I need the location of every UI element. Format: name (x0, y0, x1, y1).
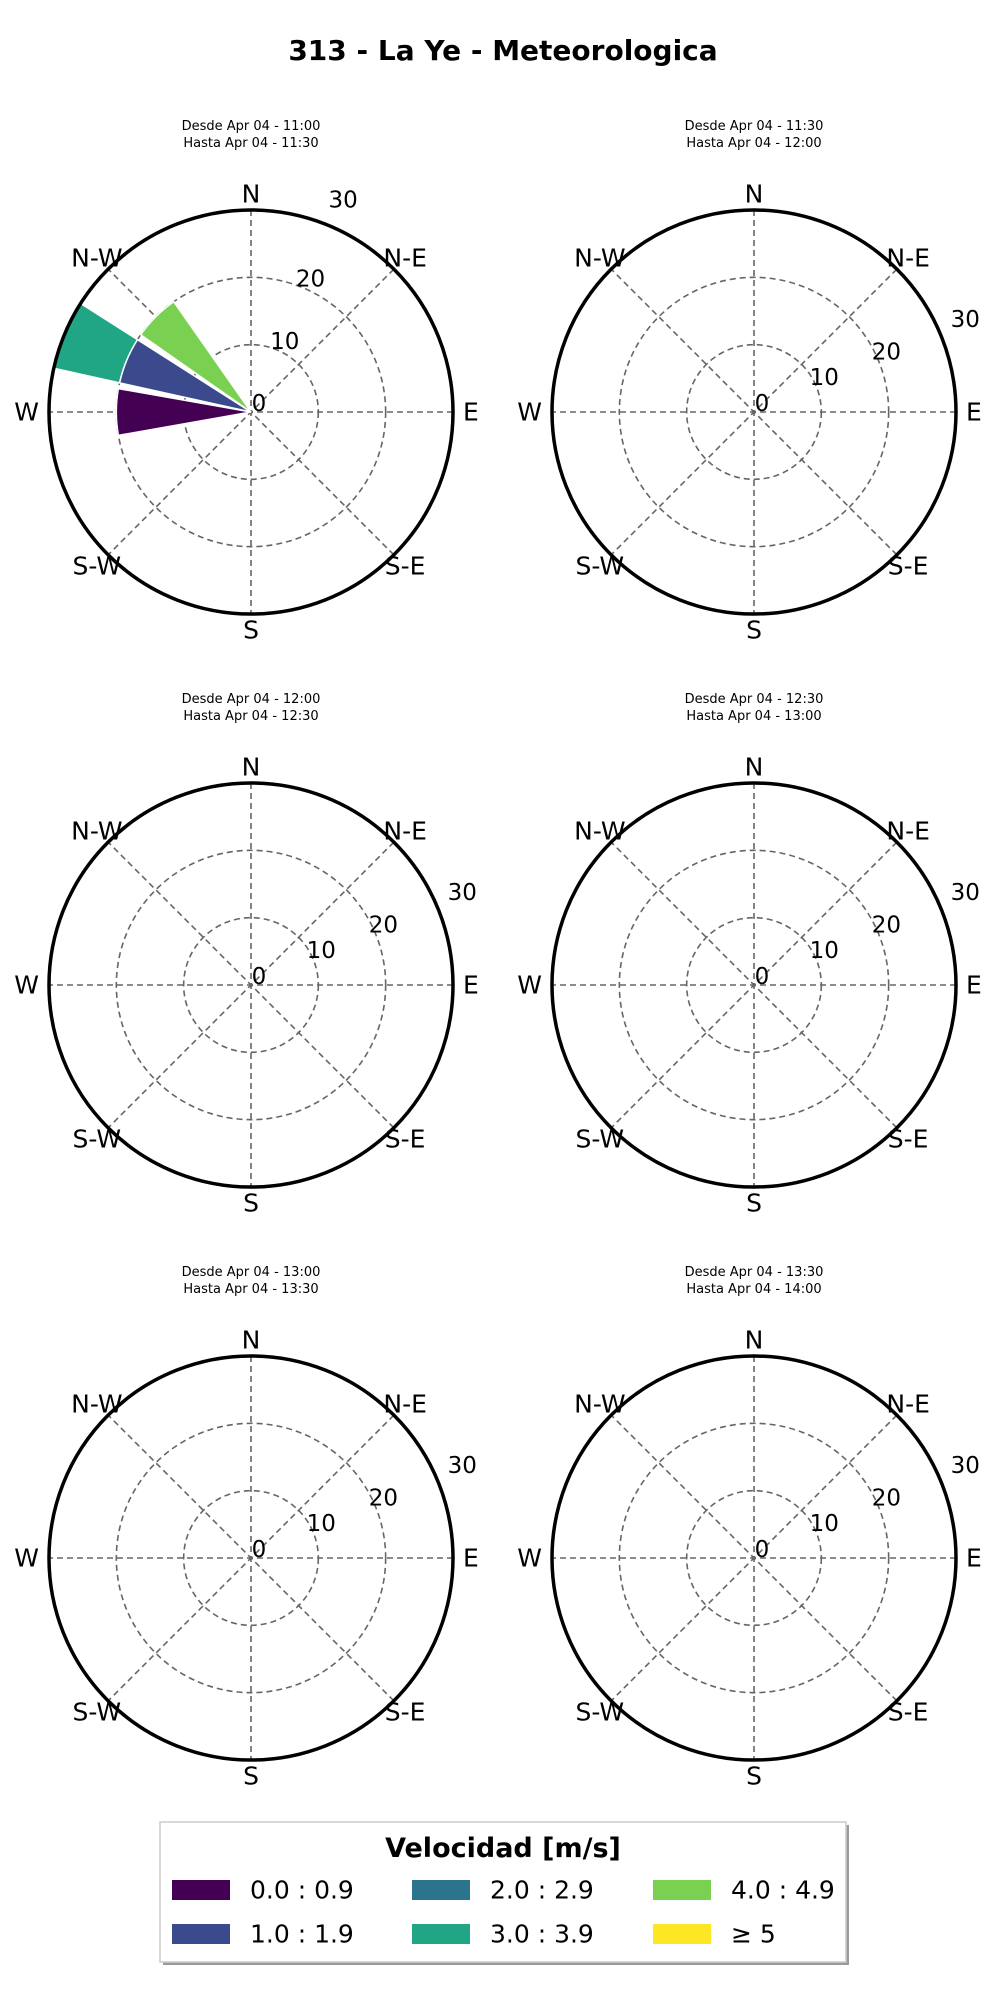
legend-label: 3.0 : 3.9 (490, 1919, 594, 1949)
direction-label: E (463, 397, 479, 427)
panel-subtitle-from: Desde Apr 04 - 12:30 (684, 692, 824, 707)
direction-label: S-W (575, 551, 625, 581)
windrose-panels (14, 119, 982, 1791)
legend-title: Velocidad [m/s] (385, 1833, 621, 1864)
windrose-panel (14, 1265, 479, 1791)
panel-subtitle-to: Hasta Apr 04 - 12:30 (183, 709, 319, 724)
direction-label: N-E (886, 1389, 930, 1419)
direction-label: N-E (886, 816, 930, 846)
direction-label: S-W (72, 1697, 122, 1727)
legend-label: 4.0 : 4.9 (731, 1875, 835, 1905)
radial-tick-label: 10 (809, 938, 839, 965)
windrose-panel (14, 119, 479, 645)
direction-label: S (243, 1761, 259, 1791)
direction-label: N (241, 1325, 261, 1355)
radial-tick-label: 10 (306, 1511, 336, 1538)
direction-label: N-E (383, 1389, 427, 1419)
panel-subtitle-to: Hasta Apr 04 - 14:00 (686, 1282, 822, 1297)
windrose-panel (517, 119, 982, 645)
radial-tick-label: 20 (871, 912, 902, 939)
direction-label: N-W (574, 816, 626, 846)
direction-label: N-E (886, 243, 930, 273)
panel-subtitle-to: Hasta Apr 04 - 13:30 (183, 1282, 319, 1297)
radial-tick-label: 20 (871, 339, 902, 366)
direction-label: N-E (383, 816, 427, 846)
panel-subtitle-from: Desde Apr 04 - 13:00 (181, 1265, 321, 1280)
direction-label: E (463, 970, 479, 1000)
direction-label: E (463, 1543, 479, 1573)
direction-label: S (243, 615, 259, 645)
direction-label: S-E (384, 1697, 426, 1727)
radial-tick-label: 20 (295, 266, 326, 293)
direction-label: S-W (72, 551, 122, 581)
panel-subtitle-from: Desde Apr 04 - 11:30 (684, 119, 824, 134)
direction-label: S-E (384, 1124, 426, 1154)
direction-label: N (744, 1325, 764, 1355)
panel-subtitle-from: Desde Apr 04 - 13:30 (684, 1265, 824, 1280)
radial-tick-label: 30 (950, 879, 980, 906)
direction-label: N (241, 179, 261, 209)
direction-label: N-W (574, 243, 626, 273)
radial-tick-label: 10 (809, 365, 839, 392)
direction-label: E (966, 397, 982, 427)
direction-label: N (744, 179, 764, 209)
direction-label: W (517, 970, 542, 1000)
direction-label: W (14, 397, 39, 427)
legend-label: 0.0 : 0.9 (250, 1875, 354, 1905)
legend-label: 2.0 : 2.9 (490, 1875, 594, 1905)
windrose-panel (517, 1265, 982, 1791)
radial-tick-label: 0 (754, 1537, 770, 1563)
radial-tick-label: 20 (368, 1485, 399, 1512)
legend-label: ≥ 5 (731, 1919, 776, 1949)
panel-subtitle-to: Hasta Apr 04 - 12:00 (686, 136, 822, 151)
legend-swatch (653, 1880, 711, 1900)
direction-label: N-W (71, 243, 123, 273)
legend-swatch (653, 1924, 711, 1944)
direction-label: N-E (383, 243, 427, 273)
windrose-panel (517, 692, 982, 1218)
radial-tick-label: 0 (251, 964, 267, 990)
radial-tick-label: 0 (754, 391, 770, 417)
direction-label: S (746, 1188, 762, 1218)
direction-label: S-W (72, 1124, 122, 1154)
direction-label: E (966, 1543, 982, 1573)
legend (160, 1822, 849, 1965)
direction-label: S-W (575, 1697, 625, 1727)
radial-tick-label: 30 (950, 1452, 980, 1479)
direction-label: W (517, 397, 542, 427)
radial-tick-label: 10 (270, 328, 300, 355)
direction-label: S-W (575, 1124, 625, 1154)
legend-label: 1.0 : 1.9 (250, 1919, 354, 1949)
direction-label: N-W (71, 1389, 123, 1419)
legend-swatch (172, 1880, 230, 1900)
direction-label: N-W (71, 816, 123, 846)
direction-label: S-E (887, 1124, 929, 1154)
direction-label: N (744, 752, 764, 782)
radial-tick-label: 0 (754, 964, 770, 990)
direction-label: S-E (384, 551, 426, 581)
legend-swatch (412, 1880, 470, 1900)
direction-label: S-E (887, 1697, 929, 1727)
radial-tick-label: 10 (809, 1511, 839, 1538)
direction-label: S (746, 1761, 762, 1791)
radial-tick-label: 10 (306, 938, 336, 965)
radial-tick-label: 20 (871, 1485, 902, 1512)
legend-swatch (412, 1924, 470, 1944)
panel-subtitle-to: Hasta Apr 04 - 11:30 (183, 136, 319, 151)
direction-label: N (241, 752, 261, 782)
radial-tick-label: 30 (447, 1452, 477, 1479)
windrose-panel (14, 692, 479, 1218)
panel-subtitle-from: Desde Apr 04 - 12:00 (181, 692, 321, 707)
direction-label: W (14, 1543, 39, 1573)
radial-tick-label: 30 (328, 187, 358, 214)
radial-tick-label: 0 (251, 391, 267, 417)
legend-swatch (172, 1924, 230, 1944)
direction-label: W (14, 970, 39, 1000)
radial-tick-label: 30 (447, 879, 477, 906)
direction-label: W (517, 1543, 542, 1573)
direction-label: S-E (887, 551, 929, 581)
direction-label: S (243, 1188, 259, 1218)
radial-tick-label: 20 (368, 912, 399, 939)
direction-label: E (966, 970, 982, 1000)
panel-subtitle-from: Desde Apr 04 - 11:00 (181, 119, 321, 134)
figure-title: 313 - La Ye - Meteorologica (288, 34, 718, 67)
radial-tick-label: 0 (251, 1537, 267, 1563)
radial-tick-label: 30 (950, 306, 980, 333)
direction-label: N-W (574, 1389, 626, 1419)
panel-subtitle-to: Hasta Apr 04 - 13:00 (686, 709, 822, 724)
direction-label: S (746, 615, 762, 645)
